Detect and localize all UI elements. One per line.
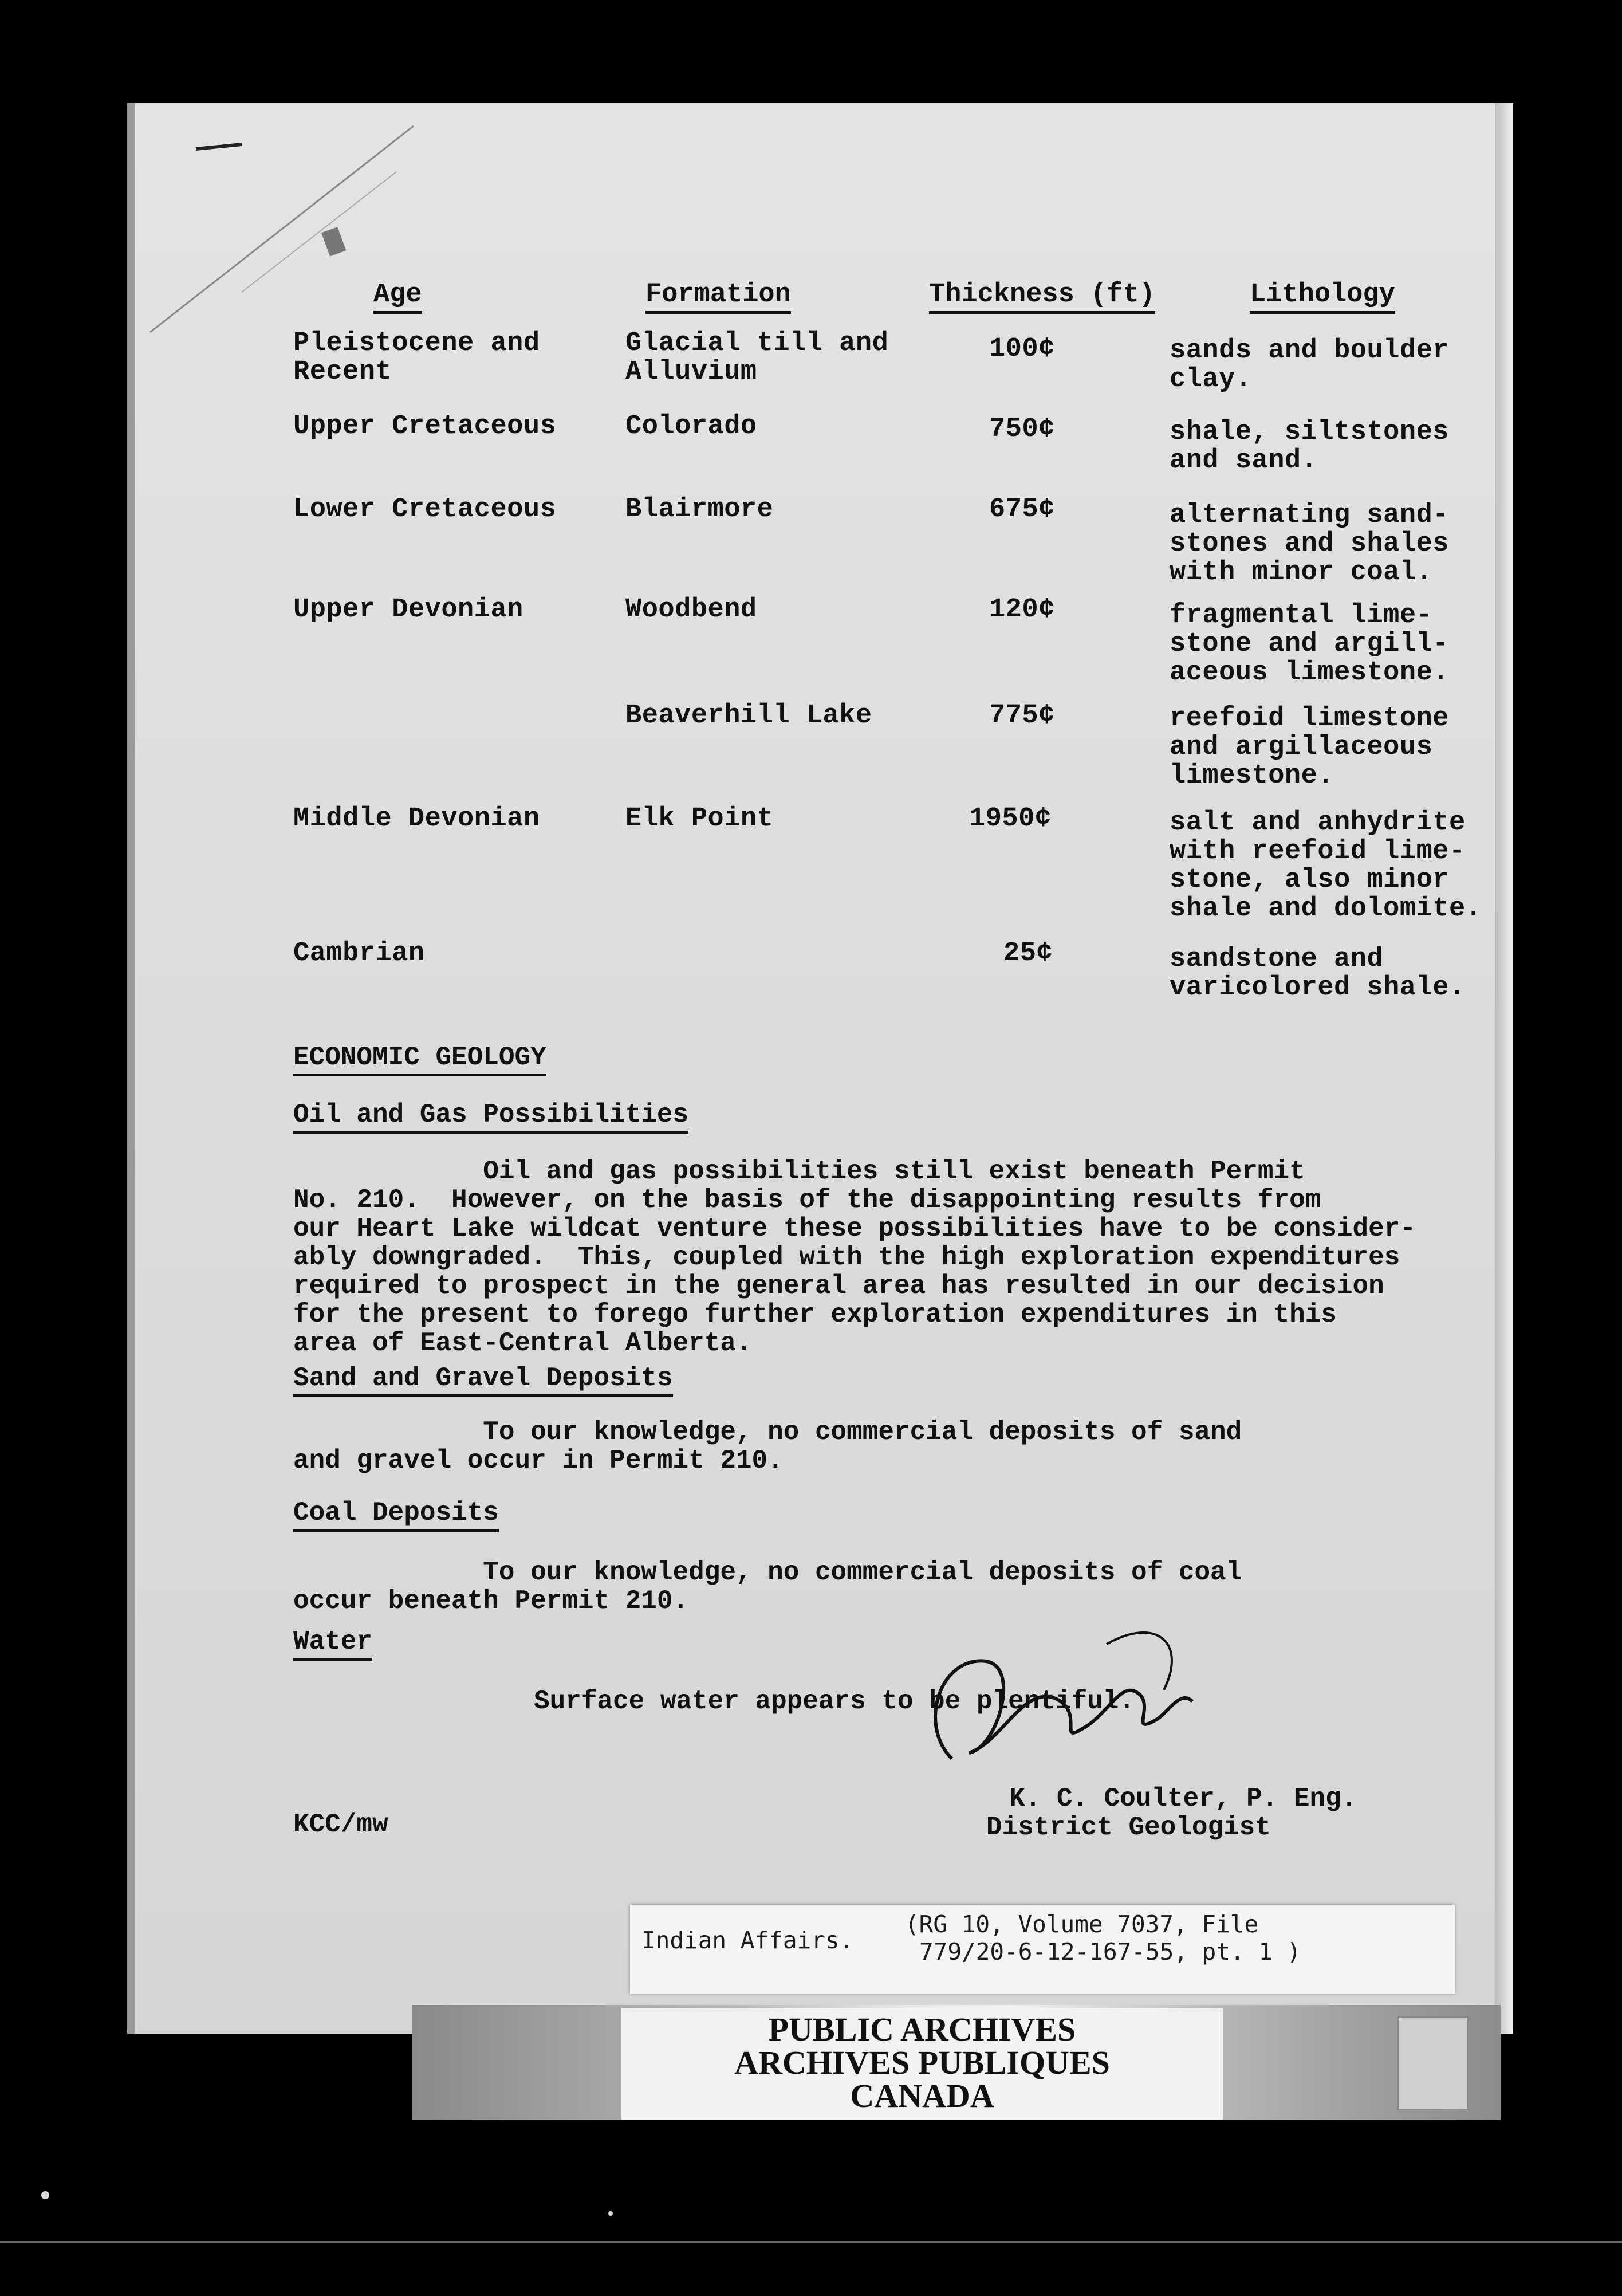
dust-speck bbox=[608, 2211, 613, 2216]
cell-age: Cambrian bbox=[293, 938, 425, 969]
page-fold-mark bbox=[127, 103, 528, 344]
cell-thickness: 100¢ bbox=[989, 334, 1055, 364]
cell-formation: Beaverhill Lake bbox=[625, 701, 872, 731]
stamp-box bbox=[621, 2008, 1223, 2120]
stamp-line-1: PUBLIC ARCHIVES bbox=[768, 2011, 1076, 2048]
stamp-tab bbox=[1397, 2016, 1469, 2110]
cell-lithology: alternating sand- stones and shales with minor coal. bbox=[1170, 500, 1449, 588]
cell-lithology: sandstone and varicolored shale. bbox=[1170, 944, 1466, 1003]
cell-formation: Blairmore bbox=[625, 494, 774, 525]
water-heading: Water bbox=[293, 1627, 372, 1661]
public-archives-stamp bbox=[412, 2005, 1501, 2120]
cell-lithology: salt and anhydrite with reefoid lime- stone, also minor shale and dolomite. bbox=[1170, 808, 1482, 924]
cell-age: Pleistocene and Recent bbox=[293, 328, 540, 387]
scan-bottom-border bbox=[0, 2241, 1622, 2243]
dust-speck bbox=[41, 2191, 49, 2199]
oil-gas-paragraph: Oil and gas possibilities still exist beneath Permit No. 210. However, on the basis of the disappointing results from our Heart Lake wildcat venture these possibilities have to be consider- ably downgraded. This, coupled with the high exploration expenditures required to prospect in the general area has resulted in our decision for the present to forego further exploration expenditures in this area of East-Central Alberta. bbox=[293, 1157, 1416, 1358]
stamp-line-3: CANADA bbox=[850, 2077, 994, 2114]
cell-thickness: 25¢ bbox=[1003, 938, 1053, 969]
sand-gravel-paragraph: To our knowledge, no commercial deposits of sand and gravel occur in Permit 210. bbox=[293, 1417, 1242, 1476]
cell-formation: Woodbend bbox=[625, 595, 757, 625]
archive-reference-label bbox=[630, 1905, 1455, 1994]
oil-gas-heading: Oil and Gas Possibilities bbox=[293, 1100, 688, 1134]
archive-label-source: Indian Affairs. bbox=[641, 1927, 854, 1954]
column-header-age: Age bbox=[373, 280, 422, 314]
cell-lithology: fragmental lime- stone and argill- aceous limestone. bbox=[1170, 600, 1449, 688]
stamp-line-2: ARCHIVES PUBLIQUES bbox=[734, 2044, 1110, 2081]
coal-heading: Coal Deposits bbox=[293, 1498, 499, 1532]
archive-label-ref: (RG 10, Volume 7037, File bbox=[905, 1910, 1259, 1938]
column-header-thickness: Thickness (ft) bbox=[929, 280, 1155, 314]
cell-formation: Glacial till and Alluvium bbox=[625, 328, 889, 387]
column-header-formation: Formation bbox=[645, 280, 791, 314]
coal-paragraph: To our knowledge, no commercial deposits of coal occur beneath Permit 210. bbox=[293, 1558, 1242, 1616]
cell-lithology: sands and boulder clay. bbox=[1170, 336, 1449, 395]
archive-label-file: 779/20-6-12-167-55, pt. 1 ) bbox=[919, 1938, 1301, 1965]
page-right-edge bbox=[1495, 103, 1513, 2034]
cell-thickness: 1950¢ bbox=[969, 804, 1052, 834]
cell-age: Lower Cretaceous bbox=[293, 494, 557, 525]
signatory-name: K. C. Coulter, P. Eng. bbox=[1009, 1784, 1357, 1814]
page-left-edge bbox=[127, 103, 135, 2034]
cell-thickness: 675¢ bbox=[989, 494, 1055, 525]
column-header-lithology: Lithology bbox=[1250, 280, 1395, 314]
cell-thickness: 120¢ bbox=[989, 595, 1055, 625]
cell-age: Upper Devonian bbox=[293, 595, 523, 625]
cell-age: Upper Cretaceous bbox=[293, 411, 557, 442]
cell-formation: Colorado bbox=[625, 411, 757, 442]
water-paragraph: Surface water appears to be plentiful. bbox=[534, 1686, 1135, 1716]
cell-age: Middle Devonian bbox=[293, 804, 540, 834]
economic-geology-heading: ECONOMIC GEOLOGY bbox=[293, 1043, 546, 1076]
typist-initials: KCC/mw bbox=[293, 1810, 388, 1839]
signatory-title: District Geologist bbox=[986, 1813, 1271, 1842]
cell-lithology: reefoid limestone and argillaceous limestone. bbox=[1170, 703, 1449, 791]
cell-formation: Elk Point bbox=[625, 804, 774, 834]
handwritten-signature bbox=[918, 1610, 1215, 1799]
cell-thickness: 775¢ bbox=[989, 701, 1055, 731]
document-page bbox=[127, 103, 1513, 2034]
sand-gravel-heading: Sand and Gravel Deposits bbox=[293, 1363, 673, 1397]
cell-thickness: 750¢ bbox=[989, 414, 1055, 445]
cell-lithology: shale, siltstones and sand. bbox=[1170, 417, 1449, 476]
